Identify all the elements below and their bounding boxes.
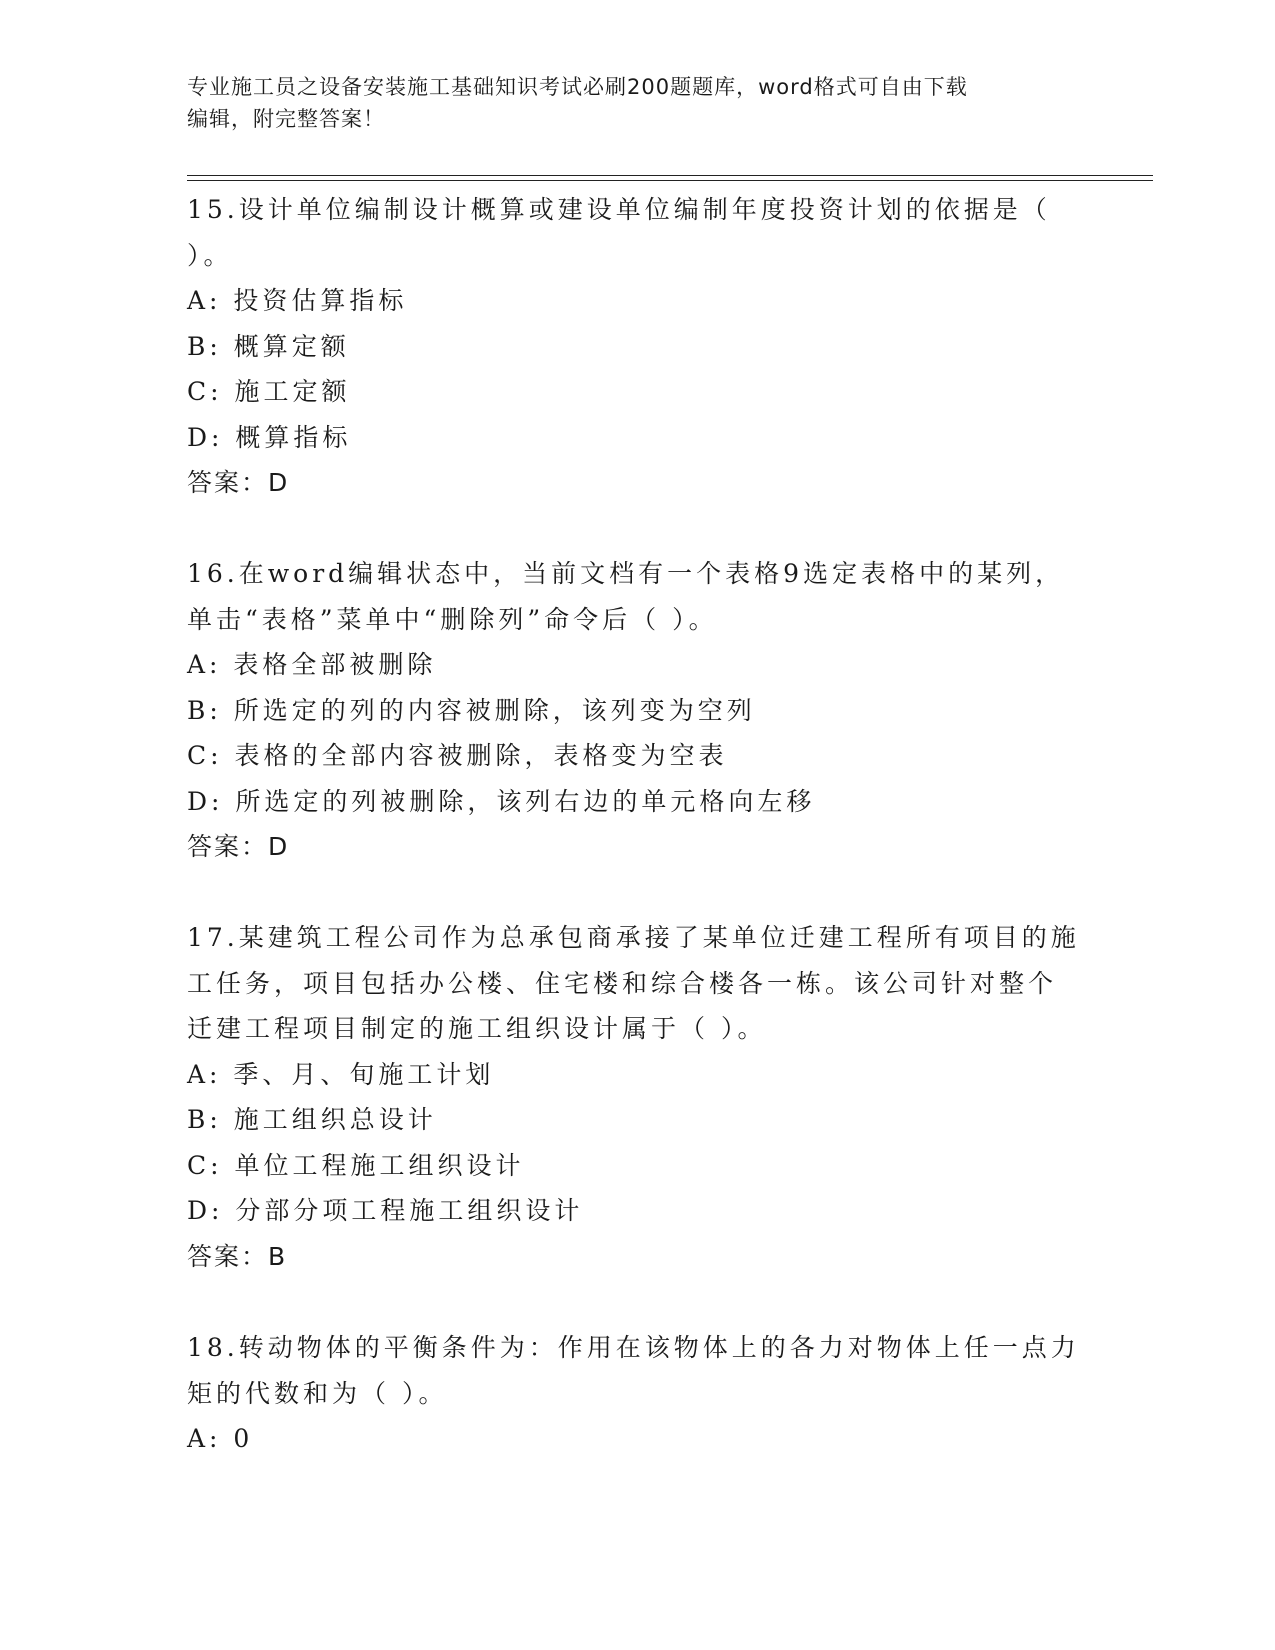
question-17-stem-line-3: 迁建工程项目制定的施工组织设计属于（ ）。 [187,1014,767,1043]
question-16-stem-line-1: 16.在word编辑状态中，当前文档有一个表格9选定表格中的某列， [187,559,1065,588]
question-16-option-c: C: 表格的全部内容被删除，表格变为空表 [187,741,728,770]
question-18 [187,1325,1087,1462]
question-15-answer: 答案：D [187,468,290,497]
question-15-option-c: C: 施工定额 [187,377,351,406]
header-rule-top [187,175,1153,176]
question-17-stem-line-1: 17.某建筑工程公司作为总承包商承接了某单位迁建工程所有项目的施 [187,923,1080,952]
question-17-option-b: B: 施工组织总设计 [187,1105,437,1134]
question-17-option-a: A: 季、月、旬施工计划 [187,1059,495,1089]
question-15-option-a: A: 投资估算指标 [187,286,408,315]
question-17 [187,915,1087,1279]
document-header-line-2: 编辑，附完整答案！ [187,107,385,131]
question-15 [187,187,1087,506]
header-rule-bottom [187,180,1153,181]
question-16-answer: 答案：D [187,832,290,861]
question-16 [187,551,1087,870]
question-17-answer: 答案：B [187,1241,288,1271]
question-18-stem-line-1: 18.转动物体的平衡条件为：作用在该物体上的各力对物体上任一点力 [187,1333,1080,1362]
question-15-option-b: B: 概算定额 [187,331,350,361]
question-17-option-c: C: 单位工程施工组织设计 [187,1150,525,1180]
question-18-stem-line-2: 矩的代数和为（ ）。 [187,1378,448,1408]
document-header-line-1: 专业施工员之设备安装施工基础知识考试必刷200题题库，word格式可自由下载 [187,75,968,99]
question-16-option-a: A: 表格全部被删除 [187,650,437,679]
question-15-stem-line-1: 15.设计单位编制设计概算或建设单位编制年度投资计划的依据是（ [187,195,1051,224]
question-17-option-d: D: 分部分项工程施工组织设计 [187,1196,584,1225]
question-17-stem-line-2: 工任务，项目包括办公楼、住宅楼和综合楼各一栋。该公司针对整个 [187,968,1058,998]
question-15-option-d: D: 概算指标 [187,422,352,452]
question-16-option-d: D: 所选定的列被删除，该列右边的单元格向左移 [187,786,816,816]
question-16-stem-line-2: 单击“表格”菜单中“删除列”命令后（ ）。 [187,604,718,634]
question-18-option-a: A: 0 [187,1424,254,1453]
question-15-stem-line-2: ）。 [187,240,233,270]
question-16-option-b: B: 所选定的列的内容被删除，该列变为空列 [187,695,756,725]
